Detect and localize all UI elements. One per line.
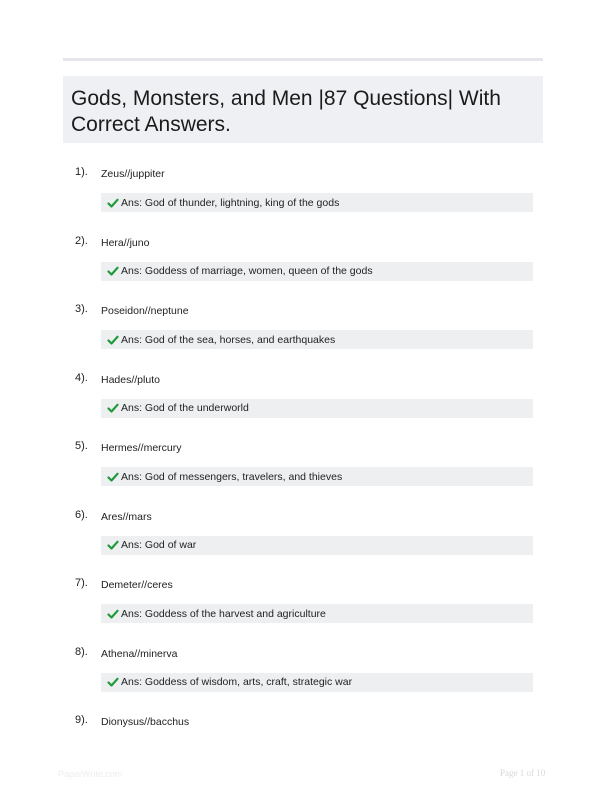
question-number: 2).: [75, 234, 88, 247]
question-item: [63, 434, 543, 503]
question-list: [63, 160, 546, 778]
page-number: Page 1 of 10: [500, 768, 546, 778]
answer-text: Ans: Goddess of the harvest and agriculture: [121, 607, 326, 620]
question-item: [63, 571, 543, 640]
checkmark-icon: [107, 539, 119, 551]
checkmark-icon: [107, 334, 119, 346]
answer-box: [101, 262, 533, 281]
question-text: Athena//minerva: [101, 647, 178, 660]
question-item: [63, 640, 543, 709]
question-item: [63, 229, 543, 298]
question-item: [63, 297, 543, 366]
top-divider: [63, 58, 543, 61]
question-item: [63, 366, 543, 435]
question-item: [63, 503, 543, 572]
question-number: 7).: [75, 577, 88, 589]
checkmark-icon: [107, 197, 119, 209]
checkmark-icon: [107, 265, 119, 277]
question-number: 1).: [75, 166, 88, 178]
question-number: 6).: [75, 508, 88, 521]
answer-text: Ans: Goddess of marriage, women, queen of the gods: [121, 265, 373, 277]
answer-box: [101, 399, 533, 418]
answer-text: Ans: God of thunder, lightning, king of the gods: [121, 196, 340, 209]
checkmark-icon: [107, 608, 119, 620]
question-text: Hera//juno: [101, 236, 150, 249]
answer-text: Ans: God of messengers, travelers, and thieves: [121, 470, 343, 483]
question-number: 9).: [75, 714, 88, 726]
answer-text: Ans: God of the sea, horses, and earthquakes: [121, 333, 336, 346]
footer-watermark: PaperWrite.com: [58, 769, 123, 779]
title-banner: [63, 76, 543, 143]
answer-box: [101, 673, 533, 692]
question-text: Dionysus//bacchus: [101, 716, 190, 728]
answer-text: Ans: God of the underworld: [121, 402, 249, 414]
question-text: Poseidon//neptune: [101, 305, 189, 317]
question-number: 4).: [75, 371, 88, 384]
answer-box: [101, 193, 533, 212]
question-item: [63, 708, 546, 778]
answer-text: Ans: Goddess of wisdom, arts, craft, strategic war: [121, 676, 353, 688]
question-number: 8).: [75, 645, 88, 658]
checkmark-icon: [107, 676, 119, 688]
question-item: [63, 160, 543, 229]
answer-box: [101, 330, 533, 349]
question-text: Zeus//juppiter: [101, 168, 165, 180]
checkmark-icon: [107, 402, 119, 414]
answer-box: [101, 467, 533, 486]
question-text: Ares//mars: [101, 510, 152, 523]
question-text: Hermes//mercury: [101, 442, 182, 454]
document-title: Gods, Monsters, and Men |87 Questions| With Correct Answers.: [71, 87, 501, 136]
checkmark-icon: [107, 471, 119, 483]
answer-box: [101, 536, 533, 555]
question-number: 3).: [75, 303, 88, 315]
answer-text: Ans: God of war: [121, 539, 197, 551]
question-text: Demeter//ceres: [101, 579, 173, 591]
question-number: 5).: [75, 440, 88, 452]
question-text: Hades//pluto: [101, 373, 160, 386]
answer-box: [101, 604, 533, 623]
